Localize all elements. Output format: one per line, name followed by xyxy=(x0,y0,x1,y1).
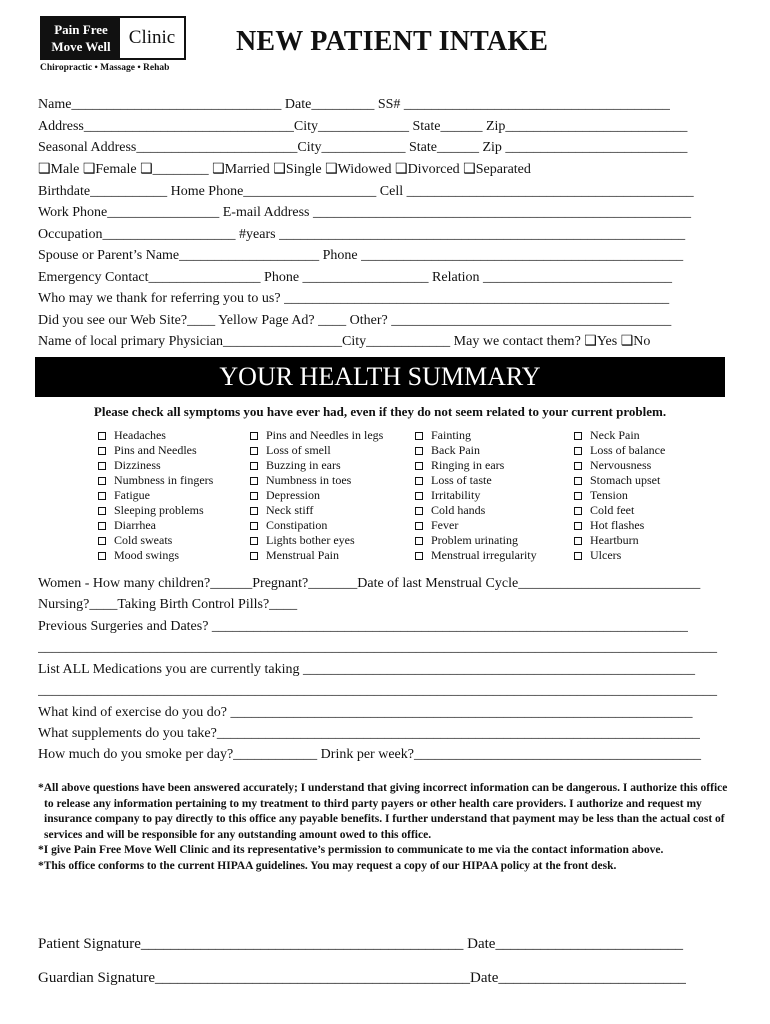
field-name-line[interactable]: Name______________________________ Date_________ SS# ______________________________________ xyxy=(38,97,670,112)
health-summary-instruction: Please check all symptoms you have ever had, even if they do not seem related to your current problem. xyxy=(93,404,667,419)
logo-box xyxy=(40,16,186,60)
symptom-item[interactable]: Loss of balance xyxy=(574,443,665,458)
checkbox-icon[interactable] xyxy=(574,462,582,470)
consent-notes xyxy=(38,781,728,874)
checkbox-icon[interactable] xyxy=(415,552,423,560)
symptom-item[interactable]: Cold hands xyxy=(415,503,537,518)
symptom-item[interactable]: Neck stiff xyxy=(250,503,383,518)
checkbox-icon[interactable] xyxy=(415,462,423,470)
symptom-item[interactable]: Fever xyxy=(415,518,537,533)
field-spouse-line[interactable]: Spouse or Parent’s Name____________________ Phone ______________________________________________ xyxy=(38,248,684,263)
form-title: NEW PATIENT INTAKE xyxy=(236,26,549,57)
field-medications-line[interactable]: List ALL Medications you are currently taking ________________________________________________________ xyxy=(38,662,696,677)
checkbox-icon[interactable] xyxy=(415,432,423,440)
field-smoke-drink-line[interactable]: How much do you smoke per day?____________ Drink per week?_________________________________________ xyxy=(38,747,701,762)
checkbox-icon[interactable] xyxy=(250,552,258,560)
checkbox-icon[interactable] xyxy=(250,477,258,485)
logo-clinic-word: Clinic xyxy=(128,27,176,48)
checkbox-icon[interactable] xyxy=(250,492,258,500)
logo-left-block xyxy=(42,18,120,58)
logo-line-2: Move Well xyxy=(51,39,111,54)
checkbox-icon[interactable] xyxy=(250,537,258,545)
field-supplements-line[interactable]: What supplements do you take?_____________________________________________________________________ xyxy=(38,726,700,741)
checkbox-icon[interactable] xyxy=(98,537,106,545)
checkbox-icon[interactable] xyxy=(98,552,106,560)
symptom-item[interactable]: Ulcers xyxy=(574,548,665,563)
symptom-column-1 xyxy=(98,428,213,563)
symptom-item[interactable]: Numbness in toes xyxy=(250,473,383,488)
checkbox-icon[interactable] xyxy=(574,447,582,455)
symptom-column-2 xyxy=(250,428,383,563)
checkbox-icon[interactable] xyxy=(250,507,258,515)
symptom-item[interactable]: Nervousness xyxy=(574,458,665,473)
field-physician-line[interactable]: Name of local primary Physician_________________City____________ May we contact them? ❑Yes ❑No xyxy=(38,334,651,349)
checkbox-icon[interactable] xyxy=(415,492,423,500)
symptom-item[interactable]: Mood swings xyxy=(98,548,213,563)
symptom-item[interactable]: Menstrual Pain xyxy=(250,548,383,563)
symptom-item[interactable]: Pins and Needles in legs xyxy=(250,428,383,443)
symptom-item[interactable]: Tension xyxy=(574,488,665,503)
logo-tagline: Chiropractic • Massage • Rehab xyxy=(40,63,170,73)
checkbox-icon[interactable] xyxy=(574,432,582,440)
checkbox-icon[interactable] xyxy=(98,447,106,455)
checkbox-icon[interactable] xyxy=(415,447,423,455)
checkbox-icon[interactable] xyxy=(250,447,258,455)
symptom-item[interactable]: Cold feet xyxy=(574,503,665,518)
symptom-item[interactable]: Cold sweats xyxy=(98,533,213,548)
symptom-item[interactable]: Numbness in fingers xyxy=(98,473,213,488)
symptom-item[interactable]: Dizziness xyxy=(98,458,213,473)
symptom-item[interactable]: Constipation xyxy=(250,518,383,533)
field-surgeries-line[interactable]: Previous Surgeries and Dates? ____________________________________________________________________ xyxy=(38,619,688,634)
symptom-item[interactable]: Fatigue xyxy=(98,488,213,503)
field-seasonal-address-line[interactable]: Seasonal Address_______________________City____________ State______ Zip __________________________ xyxy=(38,140,688,155)
checkbox-icon[interactable] xyxy=(574,507,582,515)
field-surgeries-cont-line[interactable]: _________________________________________________________________________________________________ xyxy=(38,640,717,655)
checkbox-icon[interactable] xyxy=(250,462,258,470)
consent-note-accuracy: *All above questions have been answered accurately; I understand that giving incorrect information can be dangerous. I authorize this office to release any information pertaining to my treatment to third party payers or other health care providers. I authorize and request my insurance company to pay directly to this office any payable benefits. I further understand that payment may be less than the actual cost of services and will be responsible for any outstanding amount owed to this office. xyxy=(38,782,728,841)
symptom-item[interactable]: Loss of taste xyxy=(415,473,537,488)
symptom-column-4 xyxy=(574,428,665,563)
checkbox-icon[interactable] xyxy=(98,507,106,515)
checkbox-icon[interactable] xyxy=(574,522,582,530)
checkbox-icon[interactable] xyxy=(415,537,423,545)
checkbox-icon[interactable] xyxy=(98,522,106,530)
guardian-signature-line[interactable]: Guardian Signature__________________________________________Date_________________________ xyxy=(38,970,686,986)
symptom-item[interactable]: Neck Pain xyxy=(574,428,665,443)
field-website-line[interactable]: Did you see our Web Site?____ Yellow Page Ad? ____ Other? ________________________________________ xyxy=(38,313,672,328)
checkbox-icon[interactable] xyxy=(98,432,106,440)
field-medications-cont-line[interactable]: _________________________________________________________________________________________________ xyxy=(38,683,717,698)
field-gender-marital-line[interactable]: ❑Male ❑Female ❑________ ❑Married ❑Single ❑Widowed ❑Divorced ❑Separated xyxy=(38,162,531,177)
checkbox-icon[interactable] xyxy=(250,522,258,530)
field-emergency-line[interactable]: Emergency Contact________________ Phone __________________ Relation ___________________________ xyxy=(38,270,672,285)
symptom-item[interactable]: Irritability xyxy=(415,488,537,503)
consent-note-communication: *I give Pain Free Move Well Clinic and its representative’s permission to communicate to me via the contact information above. xyxy=(38,844,664,856)
field-work-phone-line[interactable]: Work Phone________________ E-mail Address ______________________________________________________ xyxy=(38,205,691,220)
symptom-item[interactable]: Fainting xyxy=(415,428,537,443)
field-referral-line[interactable]: Who may we thank for referring you to us? _______________________________________________________ xyxy=(38,291,670,306)
field-occupation-line[interactable]: Occupation___________________ #years __________________________________________________________ xyxy=(38,227,686,242)
symptom-item[interactable]: Back Pain xyxy=(415,443,537,458)
symptom-item[interactable]: Pins and Needles xyxy=(98,443,213,458)
checkbox-icon[interactable] xyxy=(98,492,106,500)
field-women-children-line[interactable]: Women - How many children?______Pregnant?_______Date of last Menstrual Cycle__________________________ xyxy=(38,576,701,591)
field-birthdate-line[interactable]: Birthdate___________ Home Phone___________________ Cell _________________________________________ xyxy=(38,184,694,199)
checkbox-icon[interactable] xyxy=(574,477,582,485)
symptom-item[interactable]: Diarrhea xyxy=(98,518,213,533)
health-summary-heading: YOUR HEALTH SUMMARY xyxy=(35,357,725,397)
symptom-item[interactable]: Problem urinating xyxy=(415,533,537,548)
symptom-item[interactable]: Loss of smell xyxy=(250,443,383,458)
field-address-line[interactable]: Address______________________________City_____________ State______ Zip__________________________ xyxy=(38,119,688,134)
symptom-item[interactable]: Ringing in ears xyxy=(415,458,537,473)
checkbox-icon[interactable] xyxy=(98,477,106,485)
checkbox-icon[interactable] xyxy=(98,462,106,470)
checkbox-icon[interactable] xyxy=(415,507,423,515)
consent-note-hipaa: *This office conforms to the current HIPAA guidelines. You may request a copy of our HIPAA policy at the front desk. xyxy=(38,859,617,872)
symptom-item[interactable]: Menstrual irregularity xyxy=(415,548,537,563)
symptom-item[interactable]: Buzzing in ears xyxy=(250,458,383,473)
symptom-item[interactable]: Headaches xyxy=(98,428,213,443)
clinic-logo xyxy=(40,16,186,73)
symptom-item[interactable]: Lights bother eyes xyxy=(250,533,383,548)
patient-signature-line[interactable]: Patient Signature___________________________________________ Date_________________________ xyxy=(38,936,683,952)
symptom-item[interactable]: Stomach upset xyxy=(574,473,665,488)
symptom-item[interactable]: Hot flashes xyxy=(574,518,665,533)
field-nursing-line[interactable]: Nursing?____Taking Birth Control Pills?____ xyxy=(38,597,298,612)
checkbox-icon[interactable] xyxy=(415,522,423,530)
symptom-item[interactable]: Heartburn xyxy=(574,533,665,548)
checkbox-icon[interactable] xyxy=(574,492,582,500)
checkbox-icon[interactable] xyxy=(415,477,423,485)
logo-line-1: Pain Free xyxy=(54,22,108,37)
symptom-item[interactable]: Sleeping problems xyxy=(98,503,213,518)
symptom-column-3 xyxy=(415,428,537,563)
checkbox-icon[interactable] xyxy=(574,552,582,560)
symptom-item[interactable]: Depression xyxy=(250,488,383,503)
checkbox-icon[interactable] xyxy=(250,432,258,440)
checkbox-icon[interactable] xyxy=(574,537,582,545)
field-exercise-line[interactable]: What kind of exercise do you do? __________________________________________________________________ xyxy=(38,705,693,720)
